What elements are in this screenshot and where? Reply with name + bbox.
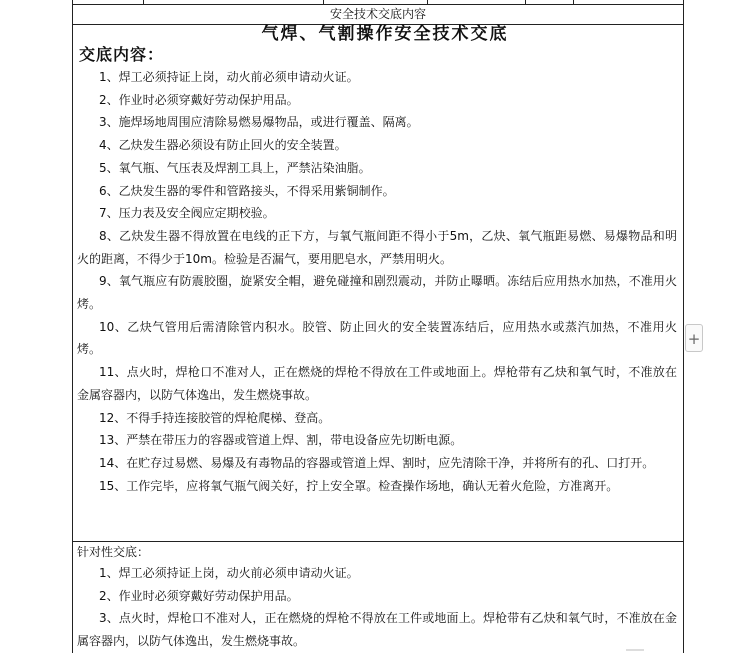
list-item: 1、焊工必须持证上岗，动火前必须申请动火证。 xyxy=(99,566,359,580)
plus-icon: + xyxy=(687,330,701,348)
disclosure-content-cell xyxy=(73,25,683,542)
expand-button[interactable] xyxy=(685,324,703,352)
list-item: 6、乙炔发生器的零件和管路接头，不得采用紫铜制作。 xyxy=(99,183,395,198)
scrollbar-thumb[interactable] xyxy=(626,649,644,651)
list-item: 1、焊工必须持证上岗，动火前必须申请动火证。 xyxy=(99,70,359,84)
list-item: 9、氧气瓶应有防震胶圈，旋紧安全帽，避免碰撞和剧烈震动，并防止曝晒。冻结后应用热水加热，不准用火烤。 xyxy=(77,274,677,312)
list-item: 4、乙炔发生器必须设有防止回火的安全装置。 xyxy=(99,138,347,153)
list-item: 11、点火时，焊枪口不准对人，正在燃烧的焊枪不得放在工件或地面上。焊枪带有乙炔和氧气时，不准放在金属容器内，以防气体逸出，发生燃烧事故。 xyxy=(77,365,677,402)
targeted-item-list xyxy=(77,562,677,653)
list-item: 3、点火时，焊枪口不准对人，正在燃烧的焊枪不得放在工件或地面上。焊枪带有乙炔和氧气时，不准放在金属容器内，以防气体逸出，发生燃烧事故。 xyxy=(77,611,677,649)
list-item: 14、在贮存过易燃、易爆及有毒物品的容器或管道上焊、割时，应先清除干净，并将所有的孔、口打开。 xyxy=(99,455,655,470)
list-item: 5、氧气瓶、气压表及焊割工具上，严禁沾染油脂。 xyxy=(99,160,371,175)
list-item: 12、不得手持连接胶管的焊枪爬梯、登高。 xyxy=(99,410,331,425)
document-table xyxy=(72,0,684,653)
section-title: 交底内容： xyxy=(79,45,165,64)
disclosure-item-list xyxy=(77,66,677,497)
list-item: 7、压力表及安全阀应定期校验。 xyxy=(99,206,275,221)
list-item: 3、施焊场地周围应清除易燃易爆物品，或进行覆盖、隔离。 xyxy=(99,115,419,130)
list-item: 8、乙炔发生器不得放置在电线的正下方，与氧气瓶间距不得小于5m，乙炔、氧气瓶距易燃、易爆物品和明火的距离，不得少于10m。检验是否漏气，要用肥皂水，严禁用明火。 xyxy=(77,228,677,266)
list-item: 2、作业时必须穿戴好劳动保护用品。 xyxy=(99,92,299,107)
targeted-disclosure-cell xyxy=(73,542,683,653)
document-title: 气焊、气割操作安全技术交底 xyxy=(261,24,509,44)
targeted-disclosure-title: 针对性交底： xyxy=(77,545,150,559)
list-item: 15、工作完毕，应将氧气瓶气阀关好，拧上安全罩。检查操作场地，确认无着火危险，方准离开。 xyxy=(99,478,619,493)
list-item: 13、严禁在带压力的容器或管道上焊、割，带电设备应先切断电源。 xyxy=(99,433,463,448)
table-header: 安全技术交底内容 xyxy=(73,4,683,25)
list-item: 2、作业时必须穿戴好劳动保护用品。 xyxy=(99,588,299,603)
list-item: 10、乙炔气管用后需清除管内积水。胶管、防止回火的安全装置冻结后，应用热水或蒸汽加热，不准用火烤。 xyxy=(77,319,677,357)
